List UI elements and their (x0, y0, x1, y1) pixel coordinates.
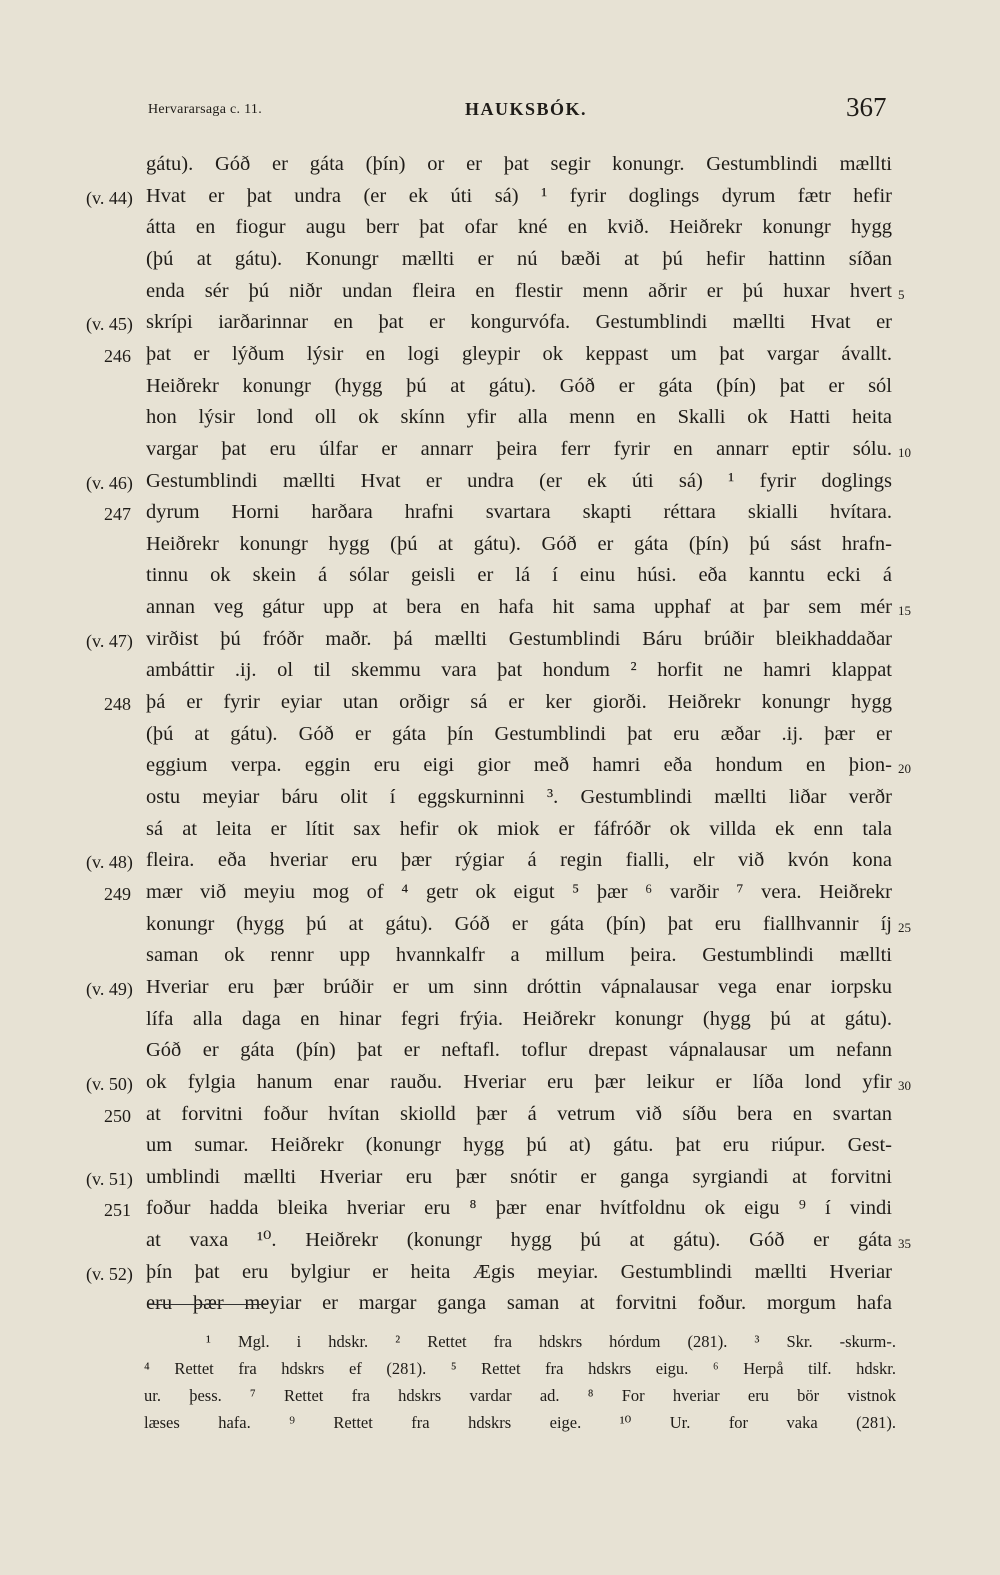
text-line: annan veg gátur upp at bera en hafa hit sama upphaf at þar sem mér (146, 596, 892, 619)
text-line: ambáttir .ij. ol til skemmu vara þat hondum ² horfit ne hamri klappat (146, 659, 892, 682)
text-line: þat er lýðum lýsir en logi gleypir ok keppast um þat vargar ávallt. (146, 342, 892, 365)
line-number: 35 (898, 1236, 911, 1252)
text-line: eggium verpa. eggin eru eigi gior með hamri eða hondum en þion- (146, 754, 892, 777)
margin-reference: (v. 46) (86, 472, 133, 493)
margin-reference: 250 (104, 1105, 131, 1126)
line-number: 20 (898, 761, 911, 777)
margin-reference: 246 (104, 345, 131, 366)
text-line: ok fylgia hanum enar rauðu. Hveriar eru þær leikur er líða lond yfir (146, 1070, 892, 1093)
text-line: dyrum Horni harðara hrafni svartara skapti réttara skialli hvítara. (146, 501, 892, 524)
margin-reference: (v. 45) (86, 314, 133, 335)
text-line: mær við meyiu mog of ⁴ getr ok eigut ⁵ þær ⁶ varðir ⁷ vera. Heiðrekr (146, 880, 892, 903)
text-line: hon lýsir lond oll ok skínn yfir alla menn en Skalli ok Hatti heita (146, 406, 892, 429)
line-number: 30 (898, 1077, 911, 1093)
text-line: enda sér þú niðr undan fleira en flestir menn aðrir er þú huxar hvert (146, 279, 892, 302)
text-line: umblindi mællti Hveriar eru þær snótir er ganga syrgiandi at forvitni (146, 1165, 892, 1188)
margin-reference: (v. 48) (86, 852, 133, 873)
text-line: Heiðrekr konungr (hygg þú at gátu). Góð er gáta (þín) þat er sól (146, 374, 892, 397)
text-line: vargar þat eru úlfar er annarr þeira ferr fyrir en annarr eptir sólu. (146, 437, 892, 460)
text-line: fleira. eða hveriar eru þær rýgiar á regin fialli, elr við kvón kona (146, 849, 892, 872)
text-line: ostu meyiar báru olit í eggskurninni ³. Gestumblindi mællti liðar verðr (146, 786, 892, 808)
text-line: (þú at gátu). Konungr mællti er nú bæði at þú hefir hattinn síðan (146, 247, 892, 270)
footnote-line: ¹ Mgl. i hdskr. ² Rettet fra hdskrs hórdum (281). ³ Skr. -skurm-. (206, 1332, 896, 1351)
text-line: sá at leita er lítit sax hefir ok miok er fáfróðr ok villda ek enn tala (146, 817, 892, 840)
margin-reference: 247 (104, 504, 131, 525)
text-line: lífa alla daga en hinar fegri frýia. Heiðrekr konungr (hygg þú at gátu). (146, 1007, 892, 1030)
text-line: (þú at gátu). Góð er gáta þín Gestumblindi þat eru æðar .ij. þær er (146, 722, 892, 745)
text-line: at vaxa ¹⁰. Heiðrekr (konungr hygg þú at gátu). Góð er gáta (146, 1229, 892, 1252)
margin-reference: (v. 51) (86, 1168, 133, 1189)
text-line: Góð er gáta (þín) þat er neftafl. toflur drepast vápnalausar um nefann (146, 1039, 892, 1062)
footnote-line: ⁴ Rettet fra hdskrs ef (281). ⁵ Rettet fra hdskrs eigu. ⁶ Herpå tilf. hdskr. (144, 1359, 896, 1378)
text-line: Hvat er þat undra (er ek úti sá) ¹ fyrir doglings dyrum fætr hefir (146, 184, 892, 207)
text-line: saman ok rennr upp hvannkalfr a millum þeira. Gestumblindi mællti (146, 944, 892, 967)
margin-reference: 251 (104, 1200, 131, 1221)
text-line: tinnu ok skein á sólar geisli er lá í einu húsi. eða kanntu ecki á (146, 564, 892, 587)
text-line: um sumar. Heiðrekr (konungr hygg þú at) gátu. þat eru riúpur. Gest- (146, 1134, 892, 1157)
line-number: 15 (898, 603, 911, 619)
line-number: 10 (898, 444, 911, 460)
text-line: skrípi iarðarinnar en þat er kongurvófa. Gestumblindi mællti Hvat er (146, 311, 892, 334)
text-line: þín þat eru bylgiur er heita Ægis meyiar. Gestumblindi mællti Hveriar (146, 1260, 892, 1283)
text-line: átta en fiogur augu berr þat ofar kné en kvið. Heiðrekr konungr hygg (146, 216, 892, 239)
page-number: 367 (846, 92, 887, 122)
margin-reference: (v. 44) (86, 187, 133, 208)
margin-reference: (v. 49) (86, 978, 133, 999)
text-line: foður hadda bleika hveriar eru ⁸ þær enar hvítfoldnu ok eigu ⁹ í vindi (146, 1197, 892, 1220)
text-line: Heiðrekr konungr hygg (þú at gátu). Góð er gáta (þín) þú sást hrafn- (146, 532, 892, 555)
header-title: HAUKSBÓK. (465, 99, 588, 119)
running-header (0, 92, 1000, 126)
text-line: eru þær meyiar er margar ganga saman at forvitni foður. morgum hafa (146, 1292, 892, 1315)
margin-reference: (v. 52) (86, 1263, 133, 1284)
margin-reference: (v. 50) (86, 1073, 133, 1094)
text-line: Gestumblindi mællti Hvat er undra (er ek úti sá) ¹ fyrir doglings (146, 469, 892, 492)
line-number: 5 (898, 286, 905, 302)
margin-reference: 249 (104, 883, 131, 904)
text-line: Hveriar eru þær brúðir er um sinn dróttin vápnalausar vega enar iorpsku (146, 975, 892, 998)
text-line: gátu). Góð er gáta (þín) or er þat segir konungr. Gestumblindi mællti (146, 153, 892, 175)
margin-reference: 248 (104, 694, 131, 715)
text-line: at forvitni foður hvítan skiolld þær á vetrum við síðu bera en svartan (146, 1102, 892, 1125)
text-line: konungr (hygg þú at gátu). Góð er gáta (þín) þat eru fiallhvannir íj (146, 912, 892, 935)
header-chapter: Hervararsaga c. 11. (148, 102, 263, 117)
footnote-line: ur. þess. ⁷ Rettet fra hdskrs vardar ad. ⁸ For hveriar eru bör vistnok (144, 1386, 896, 1405)
footnote-divider (148, 1304, 268, 1305)
line-number: 25 (898, 919, 911, 935)
text-line: þá er fyrir eyiar utan orðigr sá er ker giorði. Heiðrekr konungr hygg (146, 691, 892, 714)
footnote-line: læses hafa. ⁹ Rettet fra hdskrs eige. ¹⁰ Ur. for vaka (281). (144, 1413, 896, 1432)
margin-reference: (v. 47) (86, 630, 133, 651)
text-line: virðist þú fróðr maðr. þá mællti Gestumblindi Báru brúðir bleikhaddaðar (146, 627, 892, 650)
